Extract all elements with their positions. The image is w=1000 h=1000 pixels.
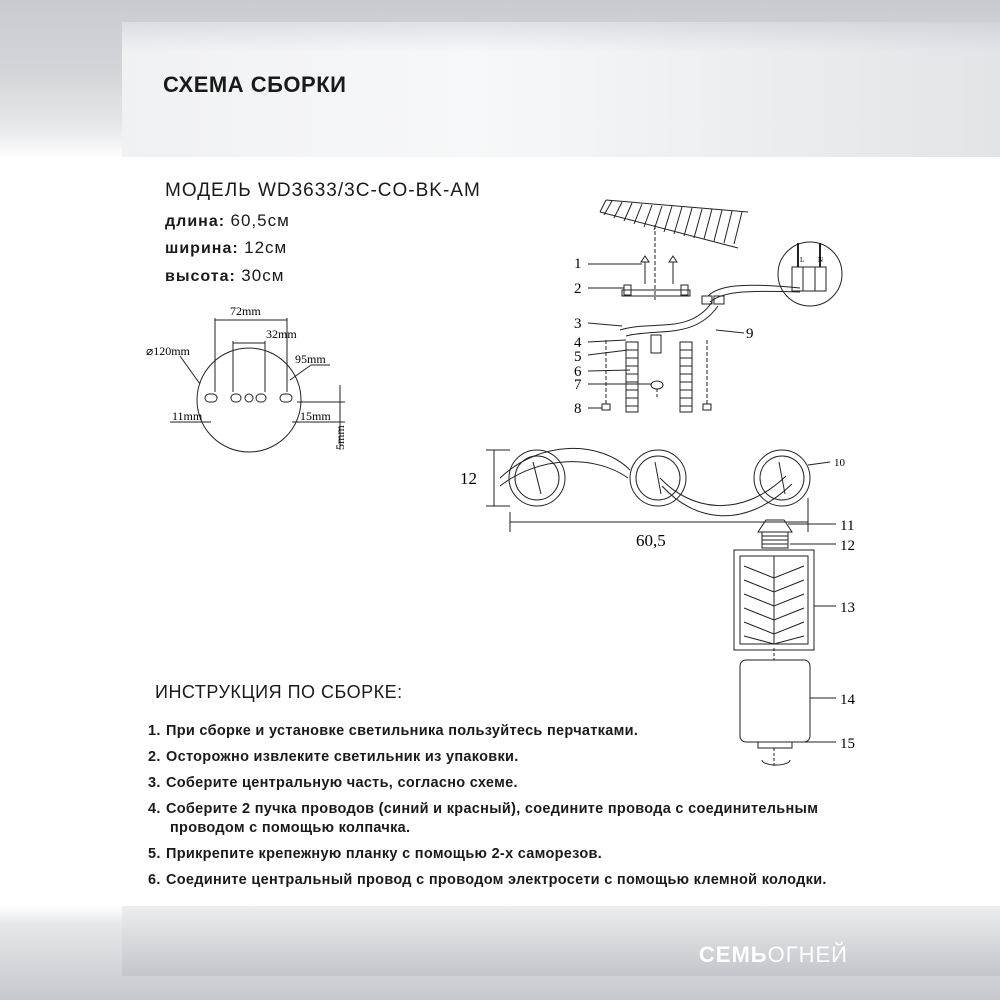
- terminal-block-zoom: [778, 242, 842, 306]
- callout-9: 9: [746, 326, 754, 342]
- instruction-item: 1. При сборке и установке светильника пользуйтесь перчатками.: [148, 723, 639, 739]
- brand-thin: ОГНЕЙ: [767, 942, 848, 967]
- ceiling-hatch: [600, 200, 748, 248]
- dim-5: 5mm: [333, 425, 347, 450]
- brand-logo: [699, 942, 848, 968]
- callout-4: 4: [574, 335, 582, 351]
- instruction-item: 2. Осторожно извлеките светильник из упаковки.: [148, 749, 519, 765]
- topview-length-label: 60,5: [636, 531, 666, 550]
- model-label: МОДЕЛЬ: [165, 180, 252, 201]
- topview-width-label: 12: [460, 469, 477, 488]
- model-value: WD3633/3C-CO-BK-AM: [257, 180, 481, 201]
- page-title: СХЕМА СБОРКИ: [163, 72, 347, 97]
- footer-card: [122, 906, 1000, 976]
- dim-95: 95mm: [295, 352, 326, 366]
- spec-height-label: высота:: [165, 268, 236, 285]
- brand-bold: СЕМЬ: [698, 942, 768, 967]
- callout-1: 1: [574, 256, 582, 272]
- callout-3: 3: [574, 316, 582, 332]
- callout-8: 8: [574, 401, 582, 417]
- spec-length-label: длина:: [165, 213, 226, 230]
- terminal-letter-n: N: [818, 256, 824, 264]
- spec-height-value: 30см: [241, 266, 285, 285]
- instruction-item: 5. Прикрепите крепежную планку с помощью 2-х саморезов.: [148, 846, 603, 862]
- rod-right: [680, 342, 692, 412]
- instructions-heading: ИНСТРУКЦИЯ ПО СБОРКЕ:: [155, 682, 403, 702]
- arc-body: [620, 302, 712, 330]
- callout-2: 2: [574, 281, 582, 297]
- callout-12: 12: [840, 538, 855, 554]
- dim-15: 15mm: [300, 409, 331, 423]
- instructions-list: [148, 722, 868, 897]
- spec-width-label: ширина:: [165, 240, 239, 257]
- callout-7: 7: [574, 377, 582, 393]
- instruction-item: 3. Соберите центральную часть, согласно схеме.: [148, 775, 518, 791]
- callout-11: 11: [840, 518, 855, 534]
- dim-32: 32mm: [266, 327, 297, 341]
- instruction-item: 4. Соберите 2 пучка проводов (синий и красный), соедините провода с соединительным проводом с помощью колпачка.: [148, 801, 819, 836]
- dim-11: 11mm: [172, 409, 203, 423]
- callout-13: 13: [840, 600, 855, 616]
- callout-6: 6: [574, 364, 582, 380]
- spec-width-value: 12см: [244, 238, 288, 257]
- dim-diameter: ⌀120mm: [146, 344, 190, 358]
- callout-14: 14: [840, 692, 855, 708]
- callout-10: 10: [834, 457, 845, 469]
- callout-5: 5: [574, 349, 582, 365]
- spec-length-value: 60,5см: [230, 211, 290, 230]
- terminal-letter-l: L: [800, 256, 805, 264]
- mounting-bar: [622, 290, 690, 296]
- rod-left: [626, 342, 638, 412]
- dim-72: 72mm: [230, 304, 261, 318]
- callout-15: 15: [840, 736, 855, 752]
- instruction-item: 6. Соедините центральный провод с проводом электросети с помощью клемной колодки.: [148, 872, 827, 888]
